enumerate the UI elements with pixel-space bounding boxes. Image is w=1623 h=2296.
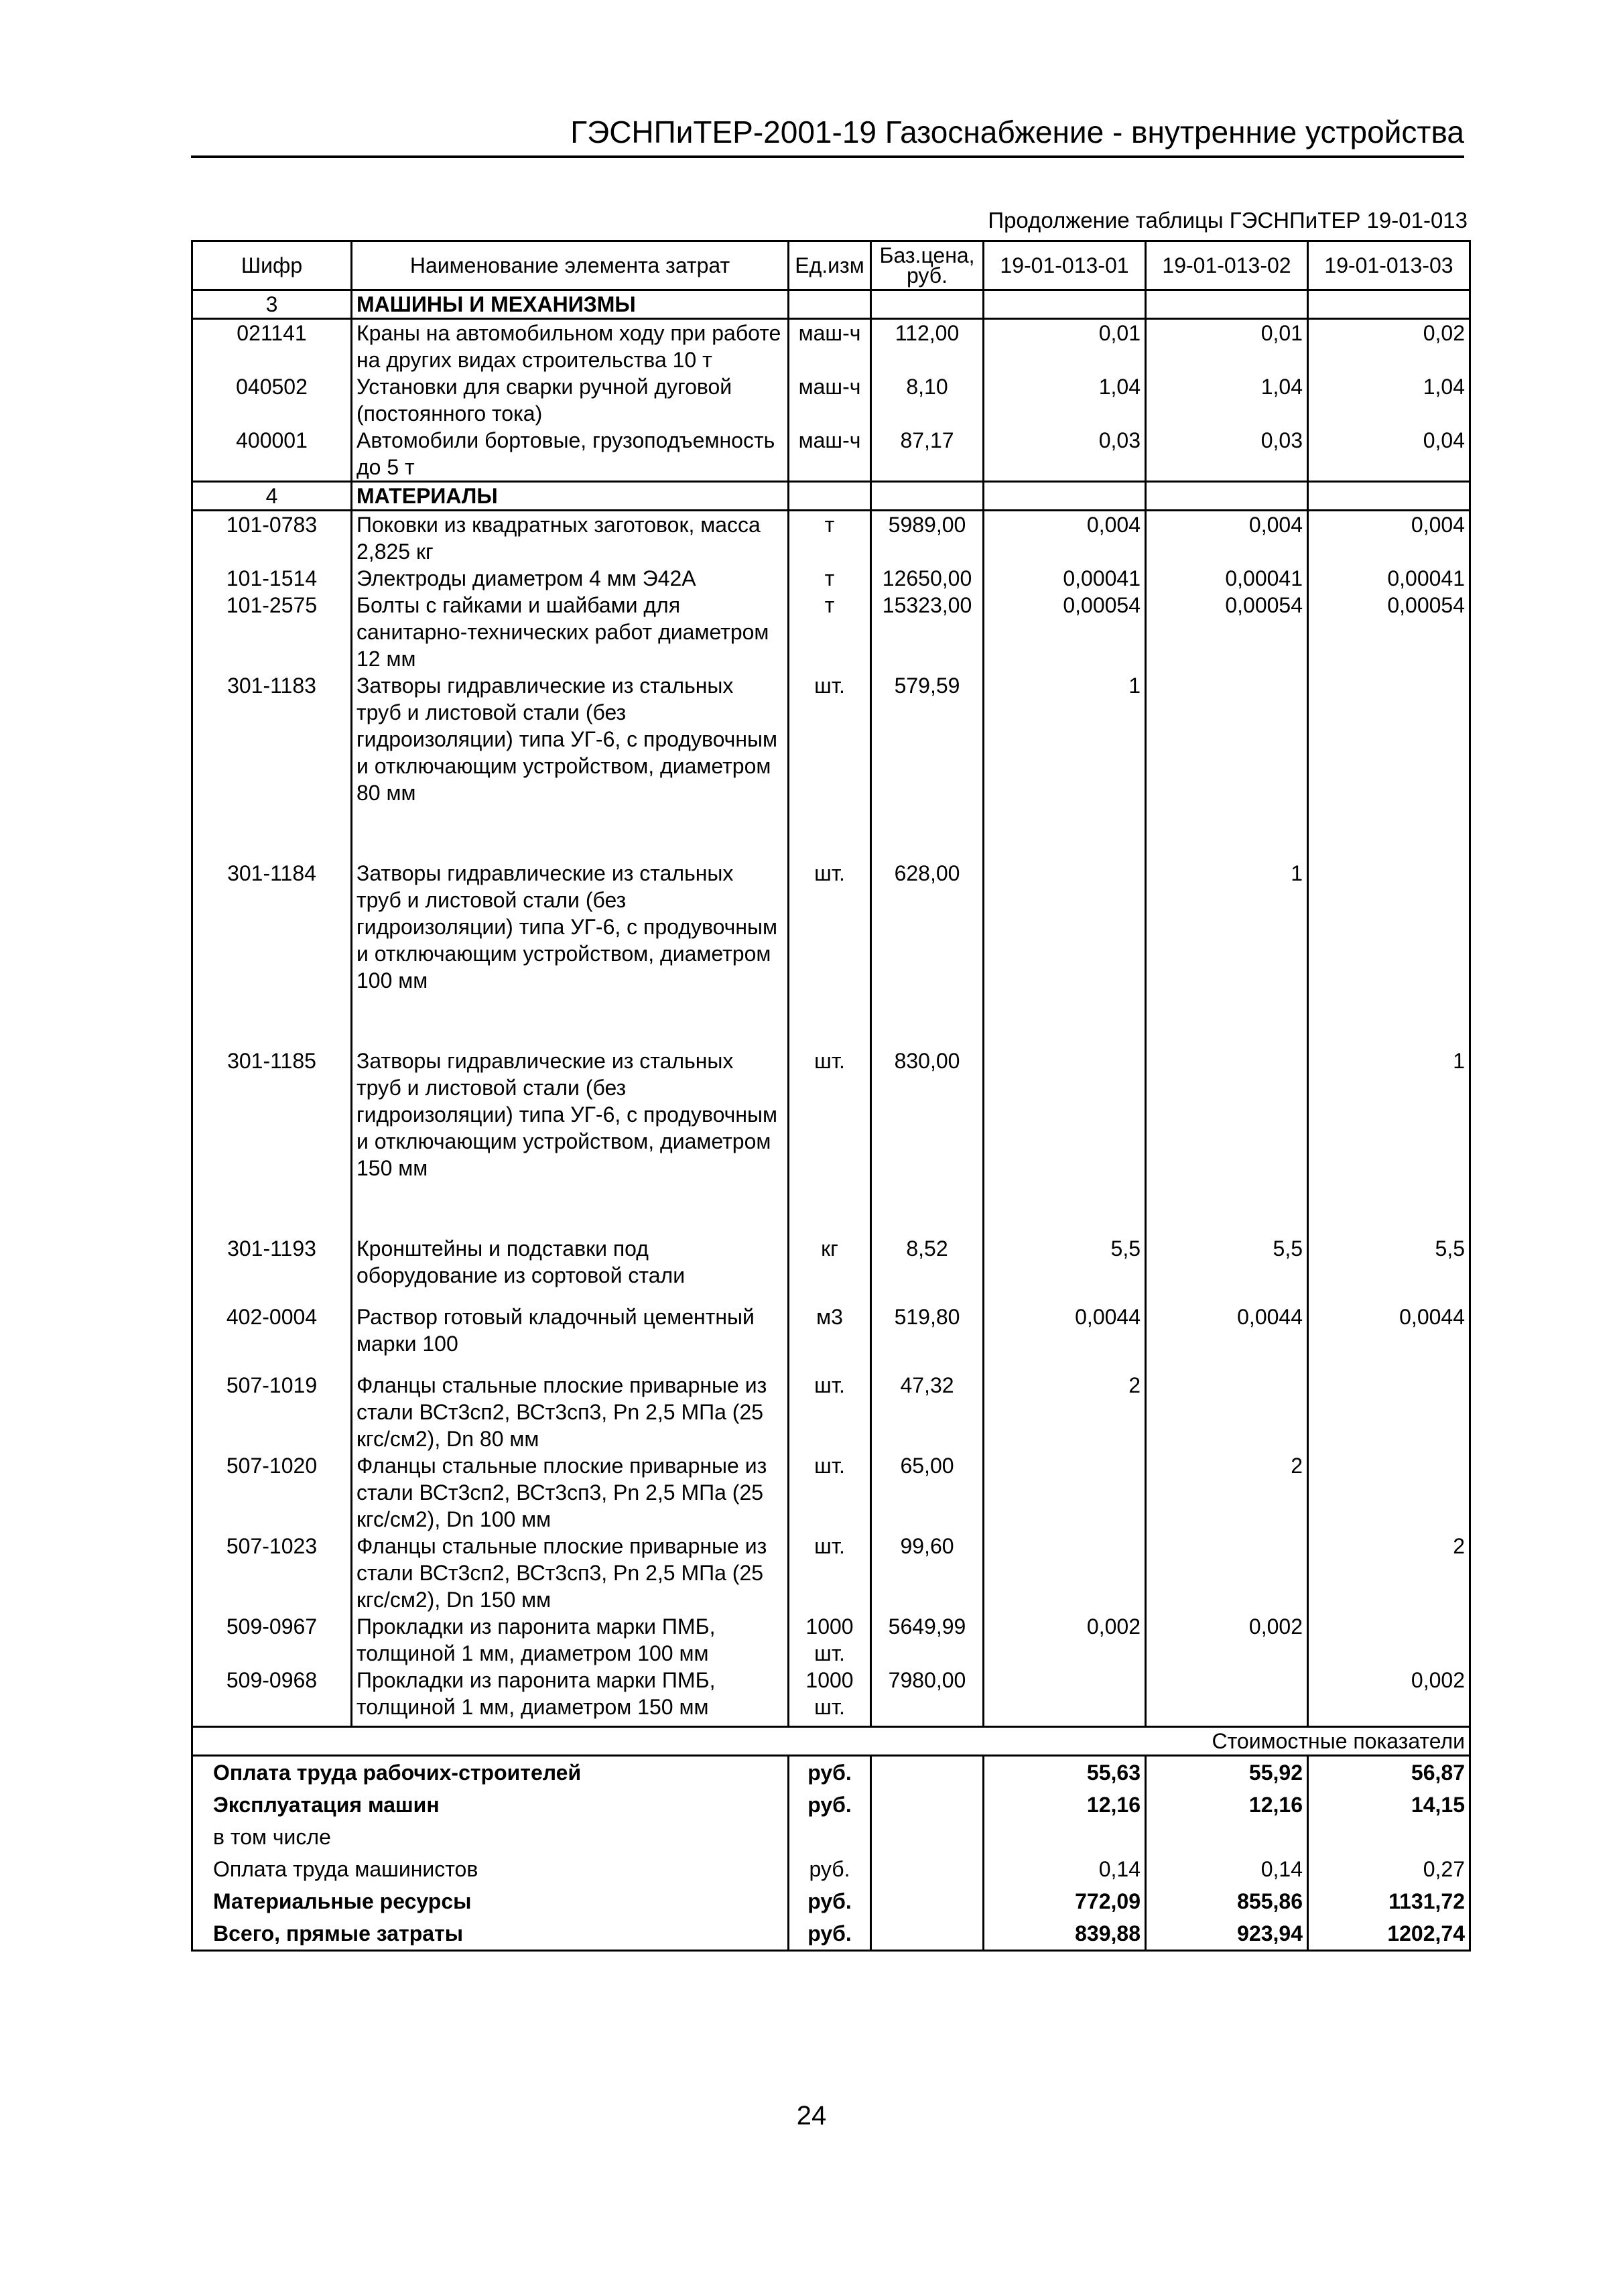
cell-name: Затворы гидравлические из стальных труб и листовой стали (без гидроизоляции) типа УГ-6, с продувочным и отключающим устройством, диаметром 100 мм: [352, 860, 789, 1047]
table-row: [192, 373, 1470, 427]
cell-v3: 0,004: [1308, 511, 1470, 566]
table-row: [192, 511, 1470, 566]
cell-v2: 5,5: [1146, 1235, 1308, 1303]
table-row: [192, 427, 1470, 482]
column-header-v1: 19-01-013-01: [984, 241, 1146, 290]
section-code: 4: [192, 482, 352, 511]
cell-v2: 1,04: [1146, 373, 1308, 427]
cost-unit: руб.: [789, 1917, 871, 1951]
cost-v2: 855,86: [1146, 1885, 1308, 1917]
cell-code: 301-1185: [192, 1047, 352, 1235]
cell-unit: м3: [789, 1303, 871, 1372]
table-row: [192, 1452, 1470, 1533]
cell-name: Краны на автомобильном ходу при работе на других видах строительства 10 т: [352, 319, 789, 374]
section-code: 3: [192, 290, 352, 319]
column-header-price: Баз.цена, руб.: [871, 241, 984, 290]
cell-price: 47,32: [871, 1372, 984, 1452]
cell-unit: маш-ч: [789, 427, 871, 482]
cell-price: 628,00: [871, 860, 984, 1047]
cost-indicators-heading: Стоимостные показатели: [192, 1727, 1470, 1756]
cell-v3: 0,00054: [1308, 592, 1470, 672]
column-header-unit: Ед.изм: [789, 241, 871, 290]
cell-code: 400001: [192, 427, 352, 482]
cell-name: Фланцы стальные плоские приварные из стали ВСт3сп2, ВСт3сп3, Pn 2,5 МПа (25 кгс/см2), Dn 150 мм: [352, 1533, 789, 1613]
cost-v3: 1202,74: [1308, 1917, 1470, 1951]
cell-v3: [1308, 1372, 1470, 1452]
table-row: [192, 319, 1470, 374]
cell-price: 99,60: [871, 1533, 984, 1613]
cell-name: Фланцы стальные плоские приварные из стали ВСт3сп2, ВСт3сп3, Pn 2,5 МПа (25 кгс/см2), Dn 100 мм: [352, 1452, 789, 1533]
table-row: [192, 1372, 1470, 1452]
cell-unit: 1000 шт.: [789, 1613, 871, 1667]
cell-code: 509-0968: [192, 1667, 352, 1727]
cell-unit: шт.: [789, 860, 871, 1047]
cell-code: 507-1020: [192, 1452, 352, 1533]
table-row: [192, 1533, 1470, 1613]
cell-v3: [1308, 1452, 1470, 1533]
cell-price: 87,17: [871, 427, 984, 482]
column-header-code: Шифр: [192, 241, 352, 290]
section-title: МАТЕРИАЛЫ: [352, 482, 789, 511]
cell-v3: 0,00041: [1308, 565, 1470, 592]
cell-code: 021141: [192, 319, 352, 374]
cost-v1: 772,09: [984, 1885, 1146, 1917]
cell-unit: шт.: [789, 1372, 871, 1452]
section-title: МАШИНЫ И МЕХАНИЗМЫ: [352, 290, 789, 319]
cell-v1: 0,002: [984, 1613, 1146, 1667]
cell-unit: кг: [789, 1235, 871, 1303]
cell-v2: [1146, 1372, 1308, 1452]
cost-v3: 14,15: [1308, 1789, 1470, 1821]
cell-price: 7980,00: [871, 1667, 984, 1727]
cell-v3: [1308, 860, 1470, 1047]
cell-v3: 1,04: [1308, 373, 1470, 427]
cell-name: Болты с гайками и шайбами для санитарно-технических работ диаметром 12 мм: [352, 592, 789, 672]
cell-v2: 0,03: [1146, 427, 1308, 482]
cell-v3: 0,04: [1308, 427, 1470, 482]
table-continuation-note: Продолжение таблицы ГЭСНПиТЕР 19-01-013: [988, 208, 1468, 233]
cell-v2: 0,0044: [1146, 1303, 1308, 1372]
page-header: [191, 114, 1464, 158]
cell-unit: шт.: [789, 1533, 871, 1613]
cost-label: Эксплуатация машин: [192, 1789, 789, 1821]
cell-v1: 0,00054: [984, 592, 1146, 672]
cost-unit: [789, 1821, 871, 1853]
cell-code: 509-0967: [192, 1613, 352, 1667]
cell-unit: т: [789, 511, 871, 566]
cell-code: 040502: [192, 373, 352, 427]
header-title: ГЭСНПиТЕР-2001-19 Газоснабжение - внутренние устройства: [570, 115, 1464, 149]
cell-v1: 5,5: [984, 1235, 1146, 1303]
cell-name: Прокладки из паронита марки ПМБ, толщиной 1 мм, диаметром 100 мм: [352, 1613, 789, 1667]
resource-table: [191, 240, 1471, 1952]
cell-price: 15323,00: [871, 592, 984, 672]
column-header-v2: 19-01-013-02: [1146, 241, 1308, 290]
table-row: [192, 592, 1470, 672]
cell-v3: 1: [1308, 1047, 1470, 1235]
cost-label: Оплата труда рабочих-строителей: [192, 1756, 789, 1789]
cell-v1: [984, 1452, 1146, 1533]
cell-v3: 0,0044: [1308, 1303, 1470, 1372]
cost-v3: [1308, 1821, 1470, 1853]
cost-v1: 839,88: [984, 1917, 1146, 1951]
cell-name: Автомобили бортовые, грузоподъемность до 5 т: [352, 427, 789, 482]
table-row: [192, 1303, 1470, 1372]
cell-name: Электроды диаметром 4 мм Э42А: [352, 565, 789, 592]
cell-v2: 0,004: [1146, 511, 1308, 566]
cost-row: [192, 1853, 1470, 1885]
cell-v1: 2: [984, 1372, 1146, 1452]
cell-v3: 2: [1308, 1533, 1470, 1613]
cost-v3: 56,87: [1308, 1756, 1470, 1789]
cell-v3: 0,02: [1308, 319, 1470, 374]
cell-code: 507-1023: [192, 1533, 352, 1613]
cell-code: 101-0783: [192, 511, 352, 566]
cell-price: 5649,99: [871, 1613, 984, 1667]
table-row: [192, 1667, 1470, 1727]
table-row: [192, 672, 1470, 860]
cost-label: Всего, прямые затраты: [192, 1917, 789, 1951]
cell-v3: 5,5: [1308, 1235, 1470, 1303]
cell-price: 8,52: [871, 1235, 984, 1303]
cell-name: Поковки из квадратных заготовок, масса 2,825 кг: [352, 511, 789, 566]
cost-v1: 55,63: [984, 1756, 1146, 1789]
section-row-materials: [192, 482, 1470, 511]
cell-code: 301-1193: [192, 1235, 352, 1303]
cell-v2: 0,00041: [1146, 565, 1308, 592]
cell-v1: 0,00041: [984, 565, 1146, 592]
cost-v1: 0,14: [984, 1853, 1146, 1885]
cell-v3: [1308, 672, 1470, 860]
cost-unit: руб.: [789, 1853, 871, 1885]
cell-v2: [1146, 672, 1308, 860]
table-row: [192, 1613, 1470, 1667]
cell-v2: 1: [1146, 860, 1308, 1047]
cell-price: 65,00: [871, 1452, 984, 1533]
cell-v1: [984, 1047, 1146, 1235]
cell-price: 8,10: [871, 373, 984, 427]
cell-v3: 0,002: [1308, 1667, 1470, 1727]
cost-row: [192, 1885, 1470, 1917]
cell-v1: 1: [984, 672, 1146, 860]
cost-label: Оплата труда машинистов: [192, 1853, 789, 1885]
cell-price: 579,59: [871, 672, 984, 860]
cell-price: 519,80: [871, 1303, 984, 1372]
cell-v1: 0,0044: [984, 1303, 1146, 1372]
page-number: 24: [796, 2101, 827, 2130]
table-row: [192, 565, 1470, 592]
cell-v2: 0,01: [1146, 319, 1308, 374]
cell-v2: [1146, 1047, 1308, 1235]
table-row: [192, 1047, 1470, 1235]
cell-price: 12650,00: [871, 565, 984, 592]
cell-code: 101-2575: [192, 592, 352, 672]
cost-v1: 12,16: [984, 1789, 1146, 1821]
table-row: [192, 860, 1470, 1047]
cell-price: 830,00: [871, 1047, 984, 1235]
cell-unit: шт.: [789, 1452, 871, 1533]
cost-v2: 55,92: [1146, 1756, 1308, 1789]
cell-v1: 1,04: [984, 373, 1146, 427]
cell-code: 402-0004: [192, 1303, 352, 1372]
cost-unit: руб.: [789, 1756, 871, 1789]
cell-unit: маш-ч: [789, 373, 871, 427]
cell-v1: 0,004: [984, 511, 1146, 566]
table-header-row: [192, 241, 1470, 290]
cell-price: 5989,00: [871, 511, 984, 566]
cost-v2: 12,16: [1146, 1789, 1308, 1821]
cost-v2: 923,94: [1146, 1917, 1308, 1951]
cell-unit: т: [789, 565, 871, 592]
cost-row: [192, 1917, 1470, 1951]
cost-row: [192, 1789, 1470, 1821]
cell-name: Затворы гидравлические из стальных труб и листовой стали (без гидроизоляции) типа УГ-6, с продувочным и отключающим устройством, диаметром 80 мм: [352, 672, 789, 860]
table-row: [192, 1235, 1470, 1303]
cost-v2: [1146, 1821, 1308, 1853]
cost-row: [192, 1756, 1470, 1789]
cell-v1: [984, 1533, 1146, 1613]
cell-v3: [1308, 1613, 1470, 1667]
column-header-v3: 19-01-013-03: [1308, 241, 1470, 290]
section-row-machines: [192, 290, 1470, 319]
cell-v2: [1146, 1667, 1308, 1727]
cell-unit: т: [789, 592, 871, 672]
cell-code: 507-1019: [192, 1372, 352, 1452]
cell-v2: [1146, 1533, 1308, 1613]
cell-name: Прокладки из паронита марки ПМБ, толщиной 1 мм, диаметром 150 мм: [352, 1667, 789, 1727]
cell-v1: 0,03: [984, 427, 1146, 482]
cell-unit: 1000 шт.: [789, 1667, 871, 1727]
cell-v1: [984, 1667, 1146, 1727]
cell-name: Установки для сварки ручной дуговой (постоянного тока): [352, 373, 789, 427]
cost-label: Материальные ресурсы: [192, 1885, 789, 1917]
cell-code: 301-1183: [192, 672, 352, 860]
cell-name: Раствор готовый кладочный цементный марки 100: [352, 1303, 789, 1372]
cell-v1: [984, 860, 1146, 1047]
cell-price: 112,00: [871, 319, 984, 374]
cost-v3: 1131,72: [1308, 1885, 1470, 1917]
cost-indicators-header-row: [192, 1727, 1470, 1756]
cell-v2: 0,00054: [1146, 592, 1308, 672]
cell-v2: 0,002: [1146, 1613, 1308, 1667]
cost-unit: руб.: [789, 1789, 871, 1821]
column-header-name: Наименование элемента затрат: [352, 241, 789, 290]
cost-v3: 0,27: [1308, 1853, 1470, 1885]
cost-label: в том числе: [192, 1821, 789, 1853]
cell-unit: шт.: [789, 672, 871, 860]
cell-unit: шт.: [789, 1047, 871, 1235]
cell-v2: 2: [1146, 1452, 1308, 1533]
cell-name: Кронштейны и подставки под оборудование из сортовой стали: [352, 1235, 789, 1303]
cell-unit: маш-ч: [789, 319, 871, 374]
cell-code: 301-1184: [192, 860, 352, 1047]
cell-name: Фланцы стальные плоские приварные из стали ВСт3сп2, ВСт3сп3, Pn 2,5 МПа (25 кгс/см2), Dn 80 мм: [352, 1372, 789, 1452]
cell-v1: 0,01: [984, 319, 1146, 374]
cost-v2: 0,14: [1146, 1853, 1308, 1885]
cell-name: Затворы гидравлические из стальных труб и листовой стали (без гидроизоляции) типа УГ-6, с продувочным и отключающим устройством, диаметром 150 мм: [352, 1047, 789, 1235]
cell-code: 101-1514: [192, 565, 352, 592]
cost-row: [192, 1821, 1470, 1853]
cost-v1: [984, 1821, 1146, 1853]
cost-unit: руб.: [789, 1885, 871, 1917]
